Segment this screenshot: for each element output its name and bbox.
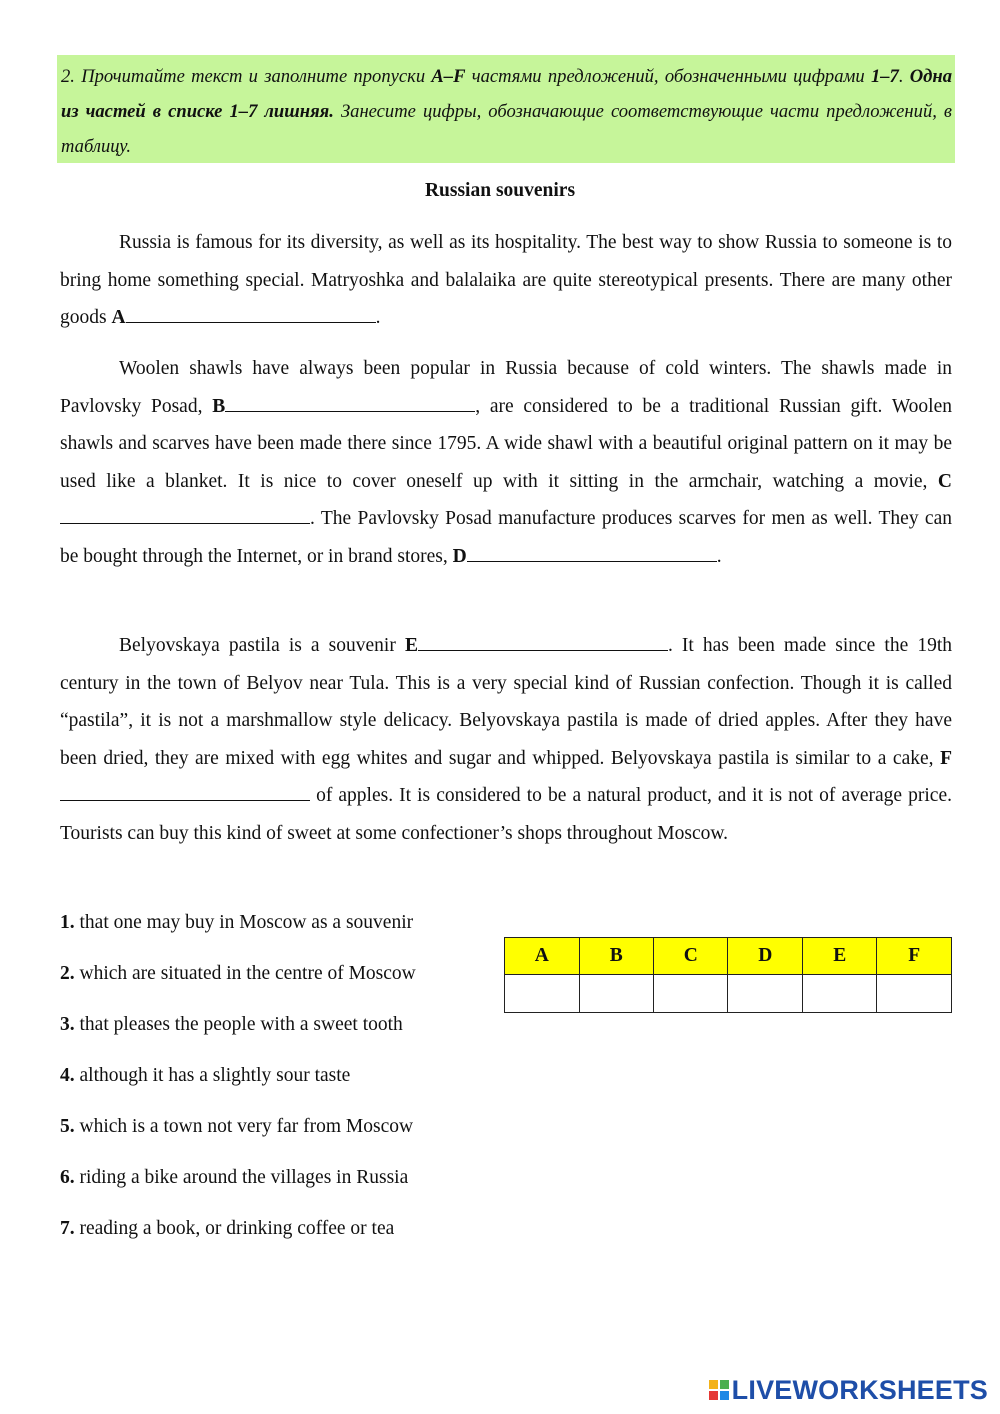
answer-cell-c[interactable] — [653, 975, 728, 1013]
option-item: 6. riding a bike around the villages in Russia — [60, 1167, 409, 1188]
option-item: 1. that one may buy in Moscow as a souvenir — [60, 912, 414, 933]
option-item: 4. although it has a slightly sour taste — [60, 1065, 351, 1086]
answer-header-a: A — [505, 938, 580, 975]
answer-header-b: B — [579, 938, 653, 975]
answer-table-header-row — [505, 938, 952, 975]
gap-label-f: F — [940, 747, 952, 769]
gap-b-blank[interactable] — [225, 410, 475, 412]
gap-c-blank[interactable] — [60, 522, 310, 524]
answer-cell-b[interactable] — [579, 975, 653, 1013]
gap-label-a: A — [111, 307, 126, 329]
text-title: Russian souvenirs — [424, 180, 576, 201]
answer-cell-d[interactable] — [728, 975, 803, 1013]
answer-header-f: F — [877, 938, 952, 975]
answer-cell-f[interactable] — [877, 975, 952, 1013]
paragraph-3: Belyovskaya pastila is a souvenir E . It has been made since the 19th century in the town of Belyov near Tula. This is a very special kind of Russian confection. Though it is called “pastila”, it is not a marshmallow style delicacy. Belyovskaya pastila is made of dried apples. After they have been dried, they are mixed with egg whites and sugar and whipped. Belyovskaya pastila is similar to a cake, F of apples. It is considered to be a natural product, and it is not of average price. Tourists can buy this kind of sweet at some confectioner’s shops throughout Moscow. — [60, 635, 953, 844]
gap-label-b: B — [212, 395, 226, 417]
option-item: 7. reading a book, or drinking coffee or tea — [60, 1218, 395, 1239]
paragraph-1: Russia is famous for its diversity, as well as its hospitality. The best way to show Russia to someone is to bring home something special. Matryoshka and balalaika are quite stereotypical presents. There are many other goods A . — [60, 232, 952, 329]
gap-label-c: C — [937, 470, 952, 492]
gap-label-d: D — [452, 545, 467, 567]
logo-square-1 — [709, 1380, 718, 1389]
logo-text: LIVEWORKSHEETS — [731, 1374, 988, 1405]
gap-f-blank[interactable] — [60, 799, 310, 801]
logo-square-4 — [720, 1391, 729, 1400]
liveworksheets-logo — [709, 1372, 988, 1408]
gap-label-e: E — [404, 635, 418, 656]
answer-table-input-row — [505, 975, 952, 1013]
answer-table — [504, 937, 952, 1013]
paragraph-2: Woolen shawls have always been popular in Russia because of cold winters. The shawls made in Pavlovsky Posad, B , are considered to be a traditional Russian gift. Woolen shawls and scarves have been made there since 1795. A wide shawl with a beautiful original pattern on it may be used like a blanket. It is nice to cover oneself up with it sitting in the armchair, watching a movie, C. The Pavlovsky Posad manufacture produces scarves for men as well. They can be bought through the Internet, or in brand stores, D . — [60, 358, 952, 567]
answer-header-d: D — [728, 938, 803, 975]
answer-cell-a[interactable] — [505, 975, 580, 1013]
logo-square-3 — [709, 1391, 718, 1400]
option-item: 5. which is a town not very far from Moscow — [60, 1116, 414, 1137]
liveworksheets-logo-icon — [709, 1380, 729, 1400]
gap-e-blank[interactable] — [418, 649, 668, 651]
options-list — [60, 904, 490, 1261]
gap-a-blank[interactable] — [126, 321, 376, 323]
logo-square-2 — [720, 1380, 729, 1389]
answer-header-e: E — [802, 938, 876, 975]
answer-header-c: C — [653, 938, 728, 975]
option-item: 2. which are situated in the centre of Moscow — [60, 963, 416, 984]
option-item: 3. that pleases the people with a sweet tooth — [60, 1014, 403, 1035]
gap-d-blank[interactable] — [467, 560, 717, 562]
task-instruction: 2. Прочитайте текст и заполните пропуски A–F частями предложений, обозначенными цифрами 1–7. Одна из частей в списке 1–7 лишняя. Занесите цифры, обозначающие соответствующие части предложений, в таблицу. — [57, 55, 955, 163]
answer-cell-e[interactable] — [802, 975, 876, 1013]
